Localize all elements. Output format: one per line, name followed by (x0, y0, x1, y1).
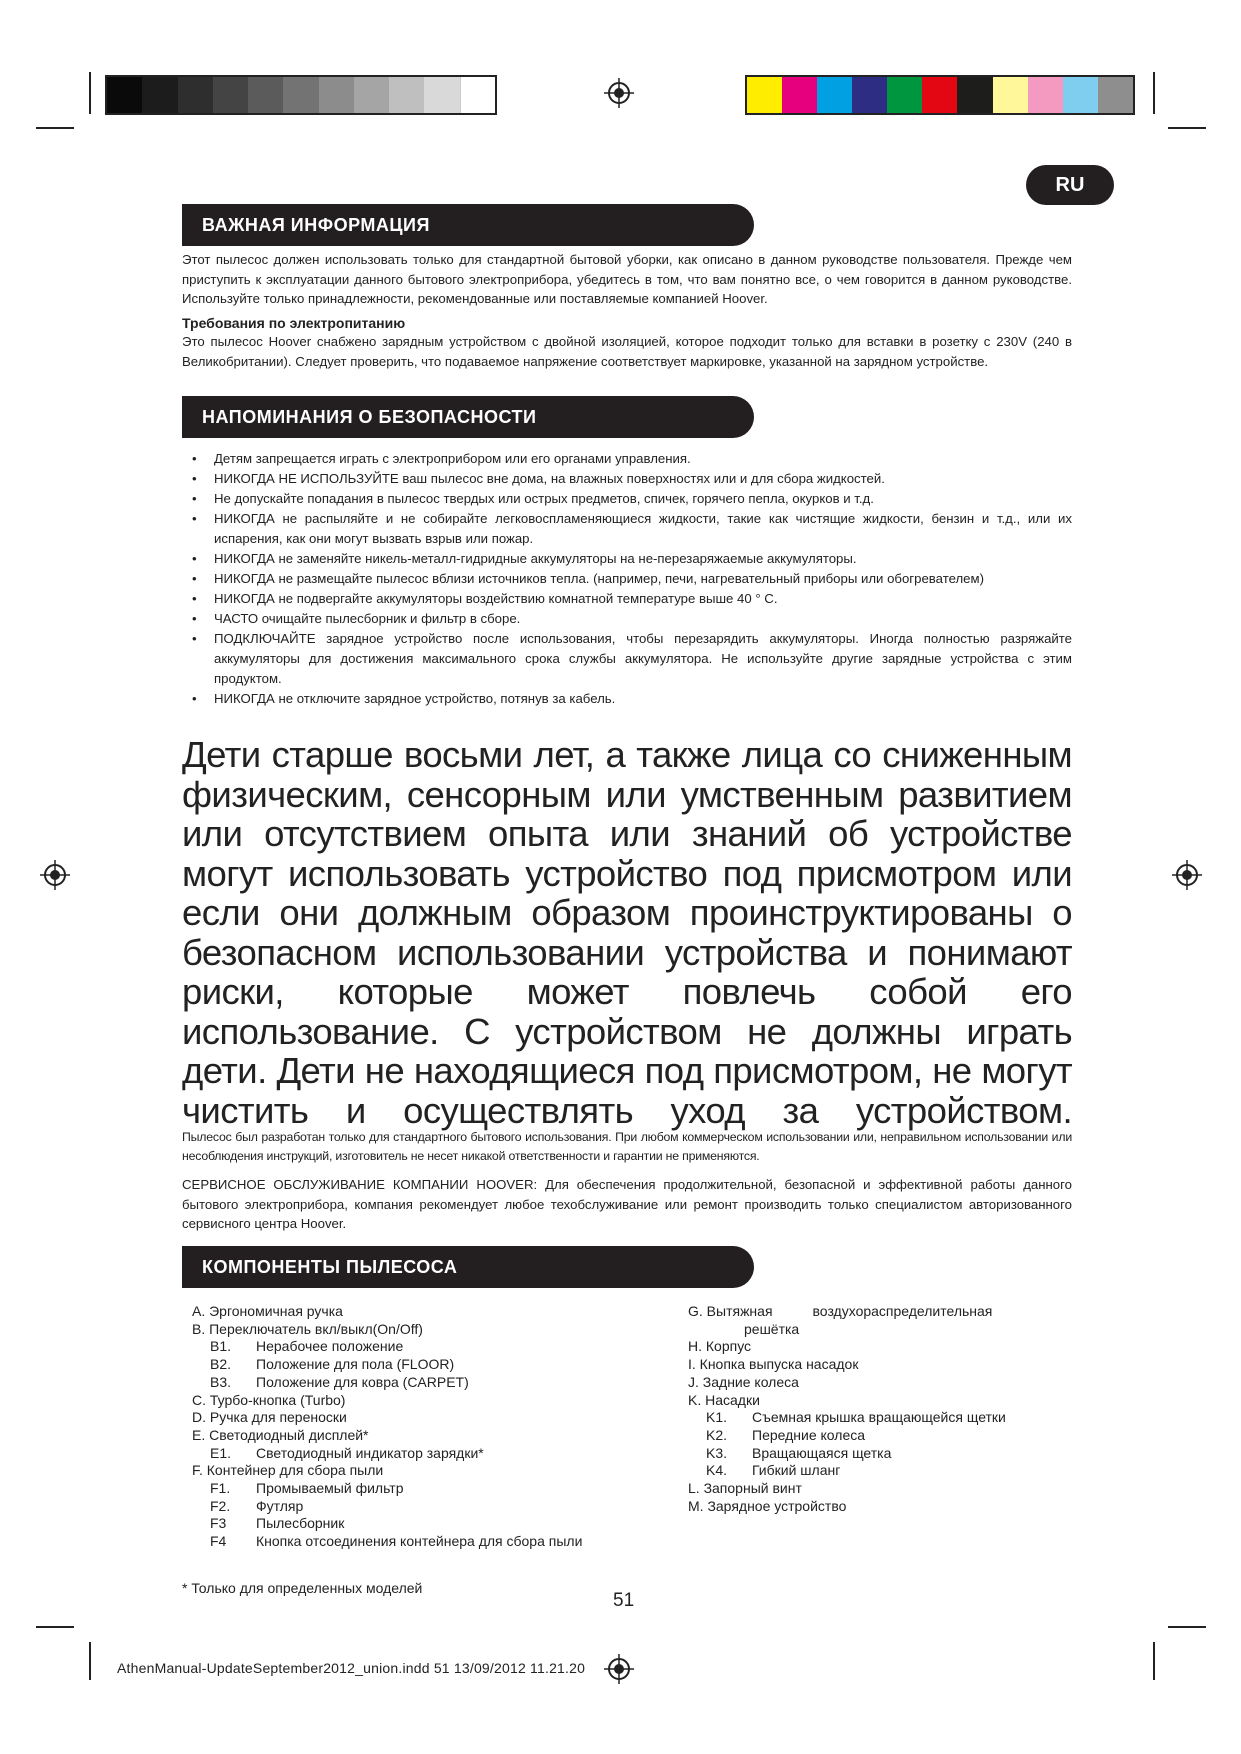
list-item: • НИКОГДА не заменяйте никель-металл-гидридные аккумуляторы на не-перезаряжаемые аккумуляторы. (182, 549, 1072, 569)
list-item: M. Зарядное устройство (688, 1497, 847, 1514)
list-item: F4 Кнопка отсоединения контейнера для сбора пыли (210, 1533, 583, 1550)
list-item: L. Запорный винт (688, 1480, 802, 1497)
list-item: J. Задние колеса (688, 1373, 799, 1390)
crop-mark (89, 72, 91, 114)
liability-text: Пылесос был разработан только для стандартного бытового использования. При любом коммерческом использовании или, неправильном использовании или несоблюдения инструкций, изготовитель не несет никакой ответственности и гарантии не применяются. (182, 1130, 1072, 1163)
crop-mark (1153, 72, 1155, 114)
list-item: • НИКОГДА не размещайте пылесос вблизи источников тепла. (например, печи, нагревательный приборы или обогревателем) (182, 569, 1072, 589)
color-swatch (747, 77, 782, 113)
color-swatch (782, 77, 817, 113)
process-color-bar (745, 75, 1135, 115)
footnote: * Только для определенных моделей (182, 1580, 423, 1596)
list-item: B. Переключатель вкл/выкл(On/Off) (192, 1320, 423, 1337)
color-swatch (1028, 77, 1063, 113)
language-badge: RU (1026, 165, 1114, 205)
list-item: • НИКОГДА НЕ ИСПОЛЬЗУЙТЕ ваш пылесос вне дома, на влажных поверхностях или и для сбора жидкостей. (182, 469, 1072, 489)
crop-mark (1168, 1626, 1206, 1628)
grey-scale-bar (105, 75, 497, 115)
section-heading-components: КОМПОНЕНТЫ ПЫЛЕСОСА (182, 1246, 754, 1288)
list-item: F. Контейнер для сбора пыли (192, 1462, 384, 1479)
list-item: • НИКОГДА не распыляйте и не собирайте легковоспламеняющиеся жидкости, такие как чистящие жидкости, бензин и т.д., или их испарения, как они могут вызвать взрыв или пожар. (182, 509, 1072, 549)
list-item: G. Вытяжная (688, 1303, 773, 1319)
color-swatch (993, 77, 1028, 113)
list-item: E1. Светодиодный индикатор зарядки* (210, 1444, 484, 1461)
list-item: K. Насадки (688, 1391, 760, 1408)
color-swatch (424, 77, 459, 113)
list-item: решётка (744, 1320, 800, 1337)
list-item: K2. Передние колеса (706, 1426, 866, 1443)
list-item: F2. Футляр (210, 1497, 304, 1514)
components-list-right (688, 1303, 1006, 1515)
registration-mark-icon (1172, 860, 1202, 890)
safety-list (182, 449, 1072, 709)
list-item: B3. Положение для ковра (CARPET) (210, 1373, 469, 1390)
color-swatch (142, 77, 177, 113)
crop-mark (1168, 127, 1206, 129)
file-slug: AthenManual-UpdateSeptember2012_union.indd 51 13/09/2012 11.21.20 (117, 1660, 586, 1676)
crop-mark (36, 127, 74, 129)
section-heading-safety: НАПОМИНАНИЯ О БЕЗОПАСНОСТИ (182, 396, 754, 438)
registration-mark-icon (604, 1654, 634, 1684)
list-item: C. Турбо-кнопка (Turbo) (192, 1391, 346, 1408)
list-item: D. Ручка для переноски (192, 1409, 347, 1426)
list-item: • НИКОГДА не подвергайте аккумуляторы воздействию комнатной температуре выше 40 ° C. (182, 589, 1072, 609)
list-item: F3 Пылесборник (210, 1515, 345, 1532)
list-item: F1. Промываемый фильтр (210, 1480, 404, 1497)
color-swatch (922, 77, 957, 113)
color-swatch (1063, 77, 1098, 113)
color-swatch (283, 77, 318, 113)
color-swatch (319, 77, 354, 113)
color-swatch (1098, 77, 1133, 113)
children-warning: Дети старше восьми лет, а также лица со сниженным физическим, сенсорным или умственным развитием или отсутствием опыта или знаний об устройстве могут использовать устройство под присмотром или если они должным образом проинструктированы о безопасном использовании устройства и понимают риски, которые может повлечь собой его использование. С устройством не должны играть дети. Дети не находящиеся под присмотром, не могут чистить и осуществлять уход за устройством. (182, 734, 1072, 1131)
list-item: • Детям запрещается играть с электроприбором или его органами управления. (182, 449, 1072, 469)
color-swatch (887, 77, 922, 113)
section-heading-important: ВАЖНАЯ ИНФОРМАЦИЯ (182, 204, 754, 246)
power-heading: Требования по электропитанию (182, 315, 406, 331)
list-item: • НИКОГДА не отключите зарядное устройство, потянув за кабель. (182, 689, 1072, 709)
list-item: • Не допускайте попадания в пылесос твердых или острых предметов, спичек, горячего пепла, окурков и т.д. (182, 489, 1072, 509)
color-swatch (248, 77, 283, 113)
list-item: воздухораспределительная (812, 1303, 993, 1319)
list-item: K3. Вращающаяся щетка (706, 1444, 892, 1461)
list-item: K4. Гибкий шланг (706, 1462, 841, 1479)
list-item: A. Эргономичная ручка (192, 1303, 343, 1319)
color-swatch (460, 77, 495, 113)
registration-mark-icon (604, 78, 634, 108)
crop-mark (89, 1642, 91, 1680)
color-swatch (213, 77, 248, 113)
registration-mark-icon (40, 860, 70, 890)
page-number: 51 (613, 1590, 635, 1611)
list-item: B2. Положение для пола (FLOOR) (210, 1356, 455, 1373)
list-item: B1. Нерабочее положение (210, 1338, 404, 1355)
components-list-left (192, 1303, 582, 1551)
list-item: K1. Съемная крышка вращающейся щетки (706, 1409, 1006, 1426)
list-item: E. Светодиодный дисплей* (192, 1426, 369, 1443)
color-swatch (852, 77, 887, 113)
color-swatch (354, 77, 389, 113)
color-swatch (957, 77, 992, 113)
crop-mark (1153, 1642, 1155, 1680)
list-item: I. Кнопка выпуска насадок (688, 1356, 859, 1373)
color-swatch (817, 77, 852, 113)
important-text: Этот пылесос должен использовать только для стандартной бытовой уборки, как описано в данном руководстве пользователя. Прежде чем приступить к эксплуатации данного бытового электроприбора, убедитесь в том, что вам понятно все, о чем говорится в данном руководстве. Используйте только принадлежности, рекомендованные или поставляемые компанией Hoover. (182, 252, 1072, 306)
list-item: • ЧАСТО очищайте пылесборник и фильтр в сборе. (182, 609, 1072, 629)
crop-mark (36, 1626, 74, 1628)
power-text: Это пылесос Hoover снабжено зарядным устройством с двойной изоляцией, которое подходит только для вставки в розетку с 230V (240 в Великобритании). Следует проверить, что подаваемое напряжение соответствует маркировке, указанной на зарядном устройстве. (182, 334, 1072, 369)
list-item: • ПОДКЛЮЧАЙТЕ зарядное устройство после использования, чтобы перезарядить аккумуляторы. Иногда полностью разряжайте аккумуляторы для достижения максимального срока службы аккумулятора. Не используйте другие зарядные устройства с этим продуктом. (182, 629, 1072, 689)
color-swatch (389, 77, 424, 113)
list-item: H. Корпус (688, 1338, 752, 1355)
color-swatch (107, 77, 142, 113)
color-swatch (178, 77, 213, 113)
service-text: СЕРВИСНОЕ ОБСЛУЖИВАНИЕ КОМПАНИИ HOOVER: Для обеспечения продолжительной, безопасной и эффективной работы данного бытового электроприбора, компания рекомендует любое техобслуживание или ремонт производить только специалистом авторизованного сервисного центра Hoover. (182, 1177, 1072, 1231)
